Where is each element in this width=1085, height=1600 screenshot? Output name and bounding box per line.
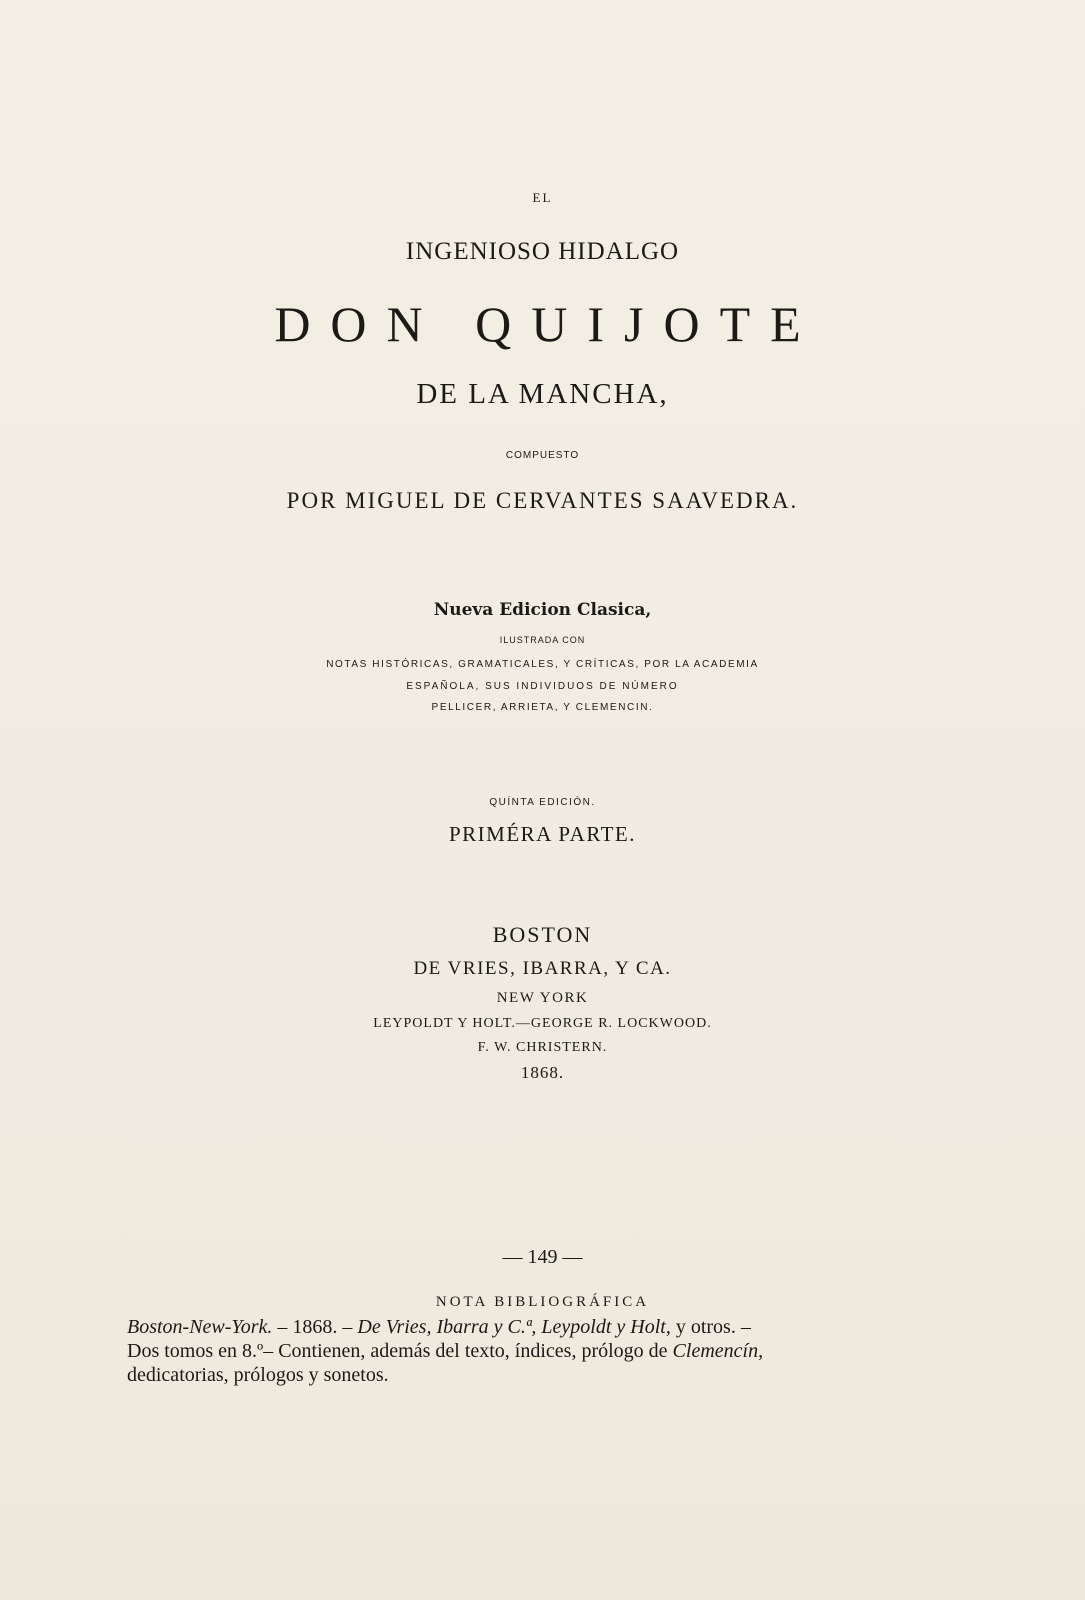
note-place: Boston-New-York. bbox=[127, 1316, 273, 1338]
main-title: DON QUIJOTE bbox=[274, 296, 821, 352]
page-number: — 149 — bbox=[502, 1246, 583, 1268]
note-volumes: Dos tomos en 8.º– Contienen, además del texto, índices, prólogo de bbox=[127, 1340, 673, 1362]
city-label: BOSTON bbox=[492, 922, 593, 947]
note-others: y otros. – bbox=[670, 1316, 751, 1338]
note-line-2 bbox=[127, 1339, 872, 1363]
note-heading: NOTA BIBLIOGRÁFICA bbox=[435, 1294, 650, 1310]
title-line-mancha: DE LA MANCHA, bbox=[416, 378, 669, 410]
note-line-3: dedicatorias, prólogos y sonetos. bbox=[127, 1364, 389, 1386]
publisher3-line: F. W. CHRISTERN. bbox=[477, 1040, 608, 1055]
title-line-ingenioso: INGENIOSO HIDALGO bbox=[405, 238, 680, 265]
edition-number: QUÍNTA EDICIÓN. bbox=[489, 797, 596, 808]
notes-line-3: PELLICER, ARRIETA, Y CLEMENCIN. bbox=[431, 702, 654, 713]
note-publisher: De Vries, Ibarra y C.ª, bbox=[357, 1316, 537, 1338]
publisher2-line: LEYPOLDT Y HOLT.—GEORGE R. LOCKWOOD. bbox=[373, 1016, 712, 1031]
part-label: PRIMÉRA PARTE. bbox=[448, 822, 636, 846]
notes-line-2: ESPAÑOLA, SUS INDIVIDUOS DE NÚMERO bbox=[406, 681, 679, 692]
year-label: 1868. bbox=[520, 1063, 565, 1082]
edition-gothic: Nueva Edicion Clasica, bbox=[433, 600, 652, 620]
notes-line-1: NOTAS HISTÓRICAS, GRAMATICALES, Y CRÍTICAS, POR LA ACADEMIA bbox=[326, 659, 759, 670]
note-publisher2: Leypoldt y Holt, bbox=[541, 1316, 671, 1338]
illustrated-label: ILUSTRADA CON bbox=[499, 635, 586, 645]
city2-label: NEW YORK bbox=[496, 990, 589, 1006]
title-article: EL bbox=[532, 190, 553, 205]
composed-label: COMPUESTO bbox=[505, 450, 580, 461]
publisher-line: DE VRIES, IBARRA, Y CA. bbox=[413, 958, 672, 979]
note-line-1 bbox=[127, 1315, 872, 1339]
note-year: – 1868. – bbox=[272, 1316, 358, 1338]
author-line: POR MIGUEL DE CERVANTES SAAVEDRA. bbox=[286, 488, 799, 513]
note-clemencin: Clemencín, bbox=[672, 1340, 764, 1362]
bibliographic-note bbox=[127, 1315, 872, 1387]
